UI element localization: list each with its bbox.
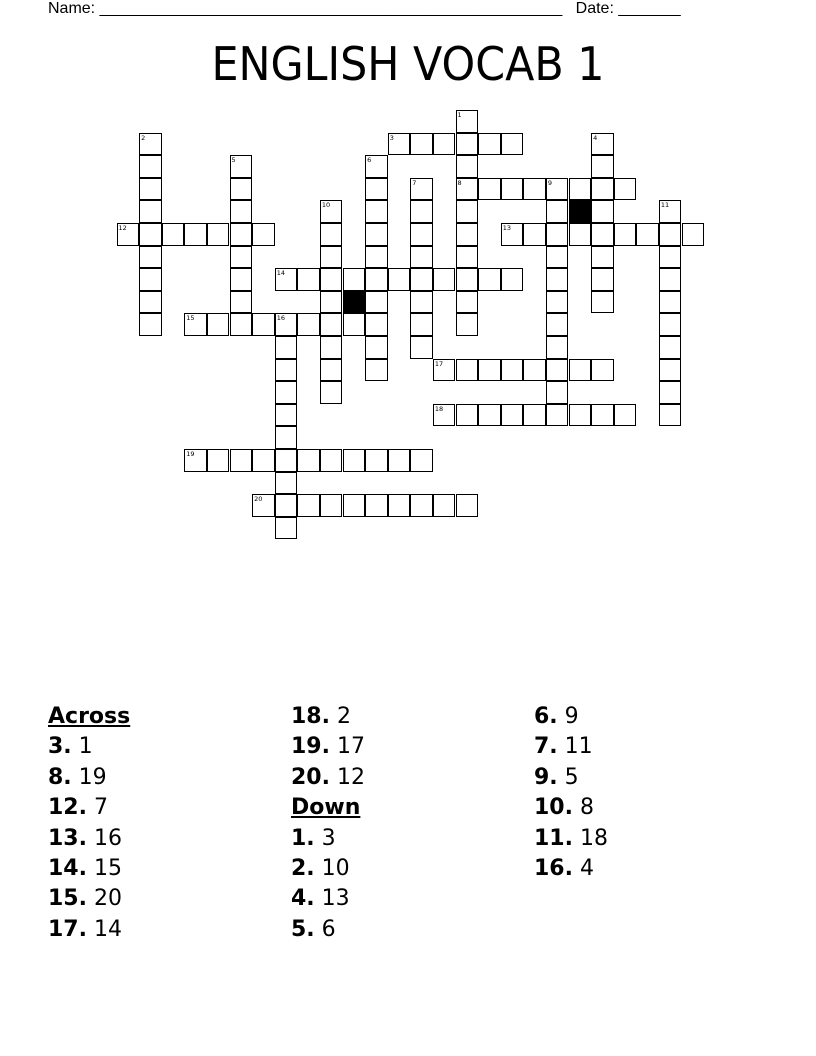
crossword-cell[interactable] <box>546 268 569 291</box>
clue-item <box>48 884 288 914</box>
crossword-cell[interactable] <box>546 404 569 427</box>
clue-number: 14 <box>276 269 285 278</box>
crossword-cell[interactable] <box>410 449 433 472</box>
clue-item-text: 9 <box>564 704 579 729</box>
clue-item-number: 20. <box>291 764 330 790</box>
crossword-cell[interactable] <box>184 449 207 472</box>
clue-item <box>291 732 531 762</box>
crossword-cell[interactable] <box>207 313 230 336</box>
crossword-cell[interactable] <box>365 494 388 517</box>
clue-item-text: 20 <box>93 886 122 912</box>
crossword-cell[interactable] <box>297 494 320 517</box>
clue-number: 18 <box>434 404 444 413</box>
crossword-cell[interactable] <box>275 359 298 382</box>
crossword-cell[interactable] <box>388 449 411 472</box>
crossword-cell[interactable] <box>569 178 592 201</box>
crossword-cell[interactable] <box>591 155 614 178</box>
clue-number: 7 <box>412 178 417 187</box>
crossword-cell[interactable] <box>252 494 275 517</box>
crossword-cell[interactable] <box>184 313 207 336</box>
clue-item-text: 6 <box>321 916 336 942</box>
crossword-cell[interactable] <box>365 291 388 314</box>
crossword-cell[interactable] <box>569 404 592 427</box>
crossword-cell[interactable] <box>275 268 298 291</box>
clue-item-number: 15. <box>48 886 87 912</box>
clue-item-number: 9. <box>534 764 558 790</box>
crossword-cell[interactable] <box>456 268 479 291</box>
clue-item-number: 10. <box>534 795 573 821</box>
clue-heading: Down <box>291 795 361 821</box>
crossword-cell[interactable] <box>139 291 162 314</box>
clue-item-text: 11 <box>564 734 593 760</box>
crossword-cell[interactable] <box>659 246 682 269</box>
crossword-cell[interactable] <box>297 313 320 336</box>
clue-column-3 <box>534 702 774 884</box>
crossword-cell[interactable] <box>456 110 479 133</box>
crossword-cell[interactable] <box>456 133 479 156</box>
crossword-cell[interactable] <box>591 359 614 382</box>
crossword-cell[interactable] <box>275 426 298 449</box>
crossword-cell[interactable] <box>139 178 162 201</box>
clue-item-text: 18 <box>579 825 608 851</box>
crossword-cell[interactable] <box>320 246 343 269</box>
clue-heading: Across <box>48 704 131 729</box>
clue-item-number: 5. <box>291 916 315 942</box>
crossword-cell[interactable] <box>252 223 275 246</box>
crossword-cell[interactable] <box>230 178 253 201</box>
crossword-cell[interactable] <box>252 313 275 336</box>
clue-item <box>48 793 288 823</box>
crossword-cell[interactable] <box>275 404 298 427</box>
clue-item-text: 15 <box>93 855 122 881</box>
crossword-block <box>569 200 592 223</box>
crossword-cell[interactable] <box>591 291 614 314</box>
crossword-cell[interactable] <box>433 494 456 517</box>
clue-item <box>291 824 531 854</box>
clue-item-number: 4. <box>291 886 315 912</box>
crossword-cell[interactable] <box>456 404 479 427</box>
clue-number: 4 <box>593 133 598 142</box>
crossword-cell[interactable] <box>139 223 162 246</box>
crossword-cell[interactable] <box>320 200 343 223</box>
crossword-cell[interactable] <box>275 494 298 517</box>
clue-item-number: 1. <box>291 825 315 851</box>
crossword-cell[interactable] <box>365 223 388 246</box>
crossword-cell[interactable] <box>365 449 388 472</box>
clue-item-number: 6. <box>534 704 558 729</box>
crossword-cell[interactable] <box>275 472 298 495</box>
crossword-cell[interactable] <box>139 313 162 336</box>
clue-column-1 <box>48 702 288 945</box>
crossword-cell[interactable] <box>614 178 637 201</box>
clue-number: 17 <box>434 359 444 368</box>
crossword-cell[interactable] <box>320 268 343 291</box>
crossword-cell[interactable] <box>659 359 682 382</box>
clue-item-text: 17 <box>336 734 365 760</box>
crossword-cell[interactable] <box>591 246 614 269</box>
crossword-cell[interactable] <box>117 223 140 246</box>
crossword-cell[interactable] <box>365 178 388 201</box>
crossword-cell[interactable] <box>297 449 320 472</box>
clue-item-number: 3. <box>48 734 72 760</box>
crossword-cell[interactable] <box>659 381 682 404</box>
clue-item-text: 13 <box>321 886 350 912</box>
crossword-cell[interactable] <box>365 336 388 359</box>
crossword-cell[interactable] <box>320 313 343 336</box>
clue-item-text: 19 <box>78 764 107 790</box>
crossword-cell[interactable] <box>546 313 569 336</box>
crossword-cell[interactable] <box>523 359 546 382</box>
clue-item <box>534 702 774 732</box>
crossword-cell[interactable] <box>523 178 546 201</box>
crossword-cell[interactable] <box>275 313 298 336</box>
crossword-cell[interactable] <box>184 223 207 246</box>
crossword-cell[interactable] <box>591 200 614 223</box>
crossword-cell[interactable] <box>410 200 433 223</box>
crossword-cell[interactable] <box>207 223 230 246</box>
crossword-cell[interactable] <box>614 223 637 246</box>
clue-item-number: 14. <box>48 855 87 881</box>
clue-item <box>534 732 774 762</box>
crossword-cell[interactable] <box>320 291 343 314</box>
crossword-cell[interactable] <box>388 268 411 291</box>
crossword-cell[interactable] <box>569 223 592 246</box>
crossword-cell[interactable] <box>365 246 388 269</box>
clue-item-number: 16. <box>534 855 573 881</box>
crossword-cell[interactable] <box>456 291 479 314</box>
clue-item-text: 12 <box>336 764 365 790</box>
crossword-cell[interactable] <box>591 268 614 291</box>
clue-item <box>291 854 531 884</box>
crossword-cell[interactable] <box>410 223 433 246</box>
date-label: Date: <box>575 0 614 17</box>
crossword-cell[interactable] <box>501 404 524 427</box>
crossword-cell[interactable] <box>546 223 569 246</box>
clue-item-number: 2. <box>291 855 315 881</box>
clue-number: 12 <box>118 224 127 232</box>
crossword-cell[interactable] <box>230 200 253 223</box>
crossword-cell[interactable] <box>591 133 614 156</box>
crossword-cell[interactable] <box>139 246 162 269</box>
crossword-cell[interactable] <box>410 494 433 517</box>
clue-number: 15 <box>186 314 195 323</box>
clue-item-text: 5 <box>564 764 579 790</box>
crossword-cell[interactable] <box>343 268 366 291</box>
name-blank-line[interactable]: ____________________________________________________ <box>99 0 563 17</box>
crossword-cell[interactable] <box>456 246 479 269</box>
crossword-cell[interactable] <box>275 449 298 472</box>
clue-number: 5 <box>231 156 236 165</box>
crossword-cell[interactable] <box>523 404 546 427</box>
clue-column-2 <box>291 702 531 945</box>
crossword-cell[interactable] <box>320 336 343 359</box>
crossword-cell[interactable] <box>410 313 433 336</box>
clue-item <box>291 884 531 914</box>
crossword-cell[interactable] <box>682 223 705 246</box>
crossword-cell[interactable] <box>343 313 366 336</box>
crossword-cell[interactable] <box>230 291 253 314</box>
crossword-cell[interactable] <box>659 223 682 246</box>
clue-number: 1 <box>457 111 462 119</box>
clue-item-number: 19. <box>291 734 330 760</box>
clue-item-text: 2 <box>336 704 351 729</box>
crossword-cell[interactable] <box>365 359 388 382</box>
clue-item <box>48 732 288 762</box>
crossword-cell[interactable] <box>659 200 682 223</box>
crossword-cell[interactable] <box>275 517 298 540</box>
crossword-cell[interactable] <box>410 246 433 269</box>
crossword-cell[interactable] <box>659 313 682 336</box>
crossword-cell[interactable] <box>320 381 343 404</box>
clue-item <box>534 824 774 854</box>
clue-item <box>291 702 531 732</box>
crossword-cell[interactable] <box>546 336 569 359</box>
crossword-cell[interactable] <box>275 336 298 359</box>
crossword-cell[interactable] <box>230 449 253 472</box>
crossword-cell[interactable] <box>569 359 592 382</box>
crossword-cell[interactable] <box>207 449 230 472</box>
crossword-cell[interactable] <box>410 336 433 359</box>
crossword-cell[interactable] <box>230 268 253 291</box>
crossword-cell[interactable] <box>320 359 343 382</box>
clue-item <box>534 793 774 823</box>
clue-item <box>534 763 774 793</box>
crossword-cell[interactable] <box>456 494 479 517</box>
crossword-cell[interactable] <box>546 291 569 314</box>
crossword-cell[interactable] <box>546 381 569 404</box>
clue-item-number: 18. <box>291 704 330 729</box>
clue-item-text: 14 <box>93 916 122 942</box>
crossword-cell[interactable] <box>546 359 569 382</box>
crossword-cell[interactable] <box>365 200 388 223</box>
clue-item-text: 3 <box>321 825 336 851</box>
crossword-cell[interactable] <box>478 359 501 382</box>
crossword-cell[interactable] <box>478 178 501 201</box>
crossword-cell[interactable] <box>546 178 569 201</box>
crossword-cell[interactable] <box>433 404 456 427</box>
crossword-cell[interactable] <box>456 178 479 201</box>
clue-item-number: 7. <box>534 734 558 760</box>
clue-item <box>48 763 288 793</box>
clue-item-number: 11. <box>534 825 573 851</box>
clue-item-number: 8. <box>48 764 72 790</box>
crossword-cell[interactable] <box>591 178 614 201</box>
crossword-cell[interactable] <box>456 223 479 246</box>
crossword-cell[interactable] <box>659 336 682 359</box>
crossword-cell[interactable] <box>410 178 433 201</box>
crossword-cell[interactable] <box>659 291 682 314</box>
date-blank-line[interactable]: _______ <box>618 0 681 17</box>
crossword-cell[interactable] <box>614 404 637 427</box>
crossword-cell[interactable] <box>410 291 433 314</box>
clue-number: 8 <box>457 178 462 187</box>
clue-number: 11 <box>660 201 670 210</box>
clue-item-number: 12. <box>48 795 87 821</box>
crossword-cell[interactable] <box>139 268 162 291</box>
crossword-cell[interactable] <box>365 268 388 291</box>
clue-item-text: 7 <box>93 795 108 821</box>
crossword-cell[interactable] <box>456 200 479 223</box>
crossword-cell[interactable] <box>478 133 501 156</box>
clue-number: 2 <box>141 133 146 142</box>
crossword-cell[interactable] <box>659 404 682 427</box>
clue-item <box>48 915 288 945</box>
clue-item-text: 10 <box>321 855 350 881</box>
crossword-cell[interactable] <box>230 246 253 269</box>
crossword-cell[interactable] <box>433 268 456 291</box>
crossword-cell[interactable] <box>546 200 569 223</box>
crossword-cell[interactable] <box>501 133 524 156</box>
clue-number: 19 <box>186 450 195 458</box>
crossword-cell[interactable] <box>501 223 524 246</box>
clue-number: 20 <box>254 495 263 504</box>
crossword-cell[interactable] <box>456 359 479 382</box>
crossword-cell[interactable] <box>523 223 546 246</box>
crossword-cell[interactable] <box>591 404 614 427</box>
clue-item <box>291 915 531 945</box>
crossword-cell[interactable] <box>636 223 659 246</box>
crossword-cell[interactable] <box>433 133 456 156</box>
crossword-cell[interactable] <box>320 223 343 246</box>
crossword-cell[interactable] <box>275 381 298 404</box>
crossword-cell[interactable] <box>591 223 614 246</box>
clue-number: 3 <box>389 133 394 142</box>
clue-number: 16 <box>276 314 285 323</box>
crossword-cell[interactable] <box>343 449 366 472</box>
page-title: ENGLISH VOCAB 1 <box>211 37 605 91</box>
clue-item-text: 16 <box>93 825 122 851</box>
crossword-cell[interactable] <box>478 268 501 291</box>
clue-item <box>291 763 531 793</box>
clue-item <box>48 854 288 884</box>
crossword-cell[interactable] <box>297 268 320 291</box>
crossword-cell[interactable] <box>252 449 275 472</box>
clue-item-text: 4 <box>579 855 594 881</box>
clue-number: 13 <box>502 224 511 232</box>
crossword-cell[interactable] <box>162 223 185 246</box>
crossword-cell[interactable] <box>501 359 524 382</box>
clue-number: 9 <box>547 178 553 187</box>
crossword-cell[interactable] <box>230 223 253 246</box>
name-label: Name: <box>48 0 96 17</box>
crossword-cell[interactable] <box>365 155 388 178</box>
crossword-cell[interactable] <box>365 313 388 336</box>
crossword-cell[interactable] <box>456 313 479 336</box>
crossword-cell[interactable] <box>230 155 253 178</box>
clue-number: 6 <box>367 156 372 165</box>
clue-item <box>534 854 774 884</box>
crossword-cell[interactable] <box>388 133 411 156</box>
crossword-cell[interactable] <box>478 404 501 427</box>
crossword-cell[interactable] <box>433 359 456 382</box>
crossword-cell[interactable] <box>456 155 479 178</box>
crossword-cell[interactable] <box>501 268 524 291</box>
clue-number: 10 <box>321 201 331 210</box>
crossword-cell[interactable] <box>388 494 411 517</box>
crossword-cell[interactable] <box>410 268 433 291</box>
clue-item-number: 17. <box>48 916 87 942</box>
crossword-cell[interactable] <box>320 449 343 472</box>
crossword-cell[interactable] <box>659 268 682 291</box>
clue-item-text: 8 <box>579 795 594 821</box>
crossword-cell[interactable] <box>343 494 366 517</box>
crossword-cell[interactable] <box>139 155 162 178</box>
crossword-cell[interactable] <box>501 178 524 201</box>
crossword-cell[interactable] <box>139 133 162 156</box>
crossword-cell[interactable] <box>546 246 569 269</box>
crossword-block <box>343 291 366 314</box>
crossword-cell[interactable] <box>320 494 343 517</box>
clue-item-number: 13. <box>48 825 87 851</box>
clue-item <box>48 824 288 854</box>
crossword-cell[interactable] <box>230 313 253 336</box>
clue-item-text: 1 <box>78 734 93 760</box>
crossword-cell[interactable] <box>139 200 162 223</box>
crossword-cell[interactable] <box>410 133 433 156</box>
